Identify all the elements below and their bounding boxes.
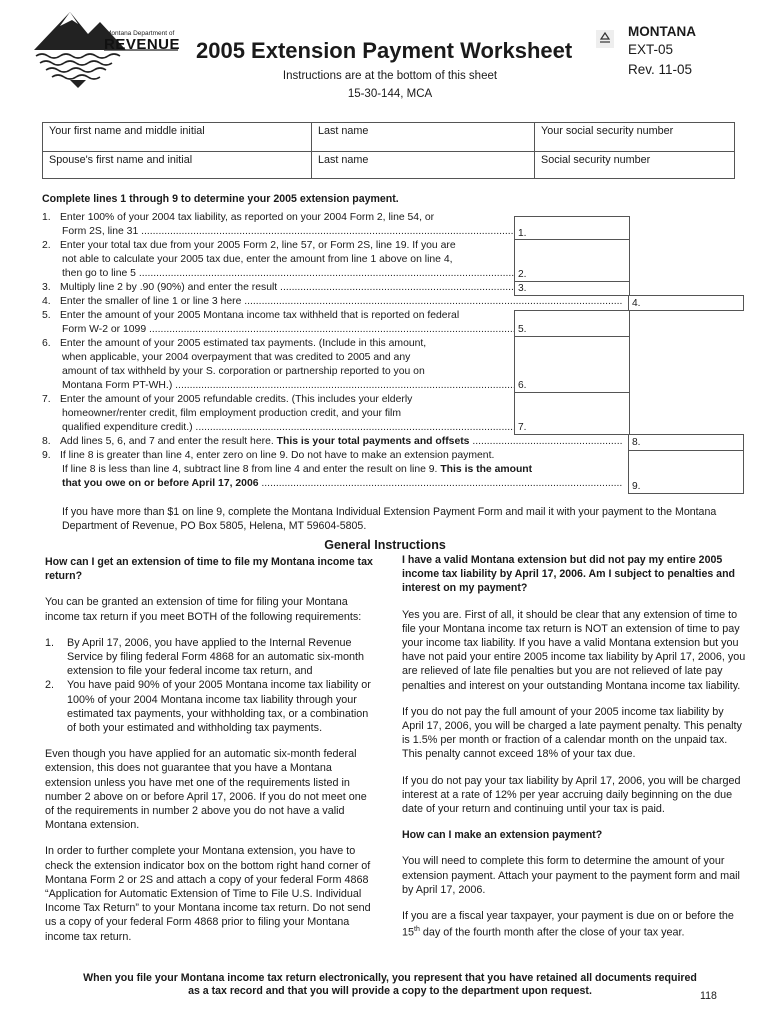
paragraph-federal-extension: Even though you have applied for an automatic six-month federal extension, this does not guarantee that you have a Montana extension unless you have met one of the requirements listed in number 2 above on or before April 17, 2006. If you do not meet one of the requirements in number 2 above you do not have a valid Montana extension. <box>45 748 367 832</box>
line-2-number: 2. <box>518 269 527 280</box>
line-7-text-cont: homeowner/renter credit, film employment production credit, and your film <box>62 408 401 419</box>
paragraph-extension-indicator: In order to further complete your Montana extension, you have to check the extension indicator box on the bottom right hand corner of Montana Form 2 or 2S and attach a copy of your federal Form 4868 “Application for Automatic Extension of Time to File U.S. Individual Income Tax Return” to your Montana income tax return. Do not send us a copy of your federal Form 4868 prior to filing your Montana income tax return. <box>45 845 371 943</box>
form-title: 2005 Extension Payment Worksheet <box>196 38 573 63</box>
line-4-number: 4. <box>632 298 641 309</box>
line-7-entry[interactable] <box>514 392 630 435</box>
line-6-text-cont: when applicable, your 2004 overpayment that was credited to 2005 and any <box>62 352 411 363</box>
line-9-text-cont2: that you owe on or before April 17, 2006 ..... <box>42 477 622 491</box>
paragraph-late-payment-penalty: If you do not pay the full amount of your 2005 income tax liability by April 17, 2006, you will be charged a late payment penalty. This penalty is 1.5% per month or fraction of a calendar month on the unpaid tax. This penalty cannot exceed 18% of your tax due. <box>402 705 742 761</box>
revision-label: Rev. 11-05 <box>628 62 693 77</box>
line-7-number: 7. <box>518 422 527 433</box>
answer-make-payment: You will need to complete this form to determine the amount of your extension payment. Attach your payment to the payment form and mail by April 17, 2006. <box>402 855 740 896</box>
line-3-text: 3. Multiply line 2 by .90 (90%) and enter the result ..... <box>42 281 514 295</box>
footer-note: When you file your Montana income tax return electronically, you represent that you have retained all documents required as a tax record and that you will provide a copy to the department upon request. <box>83 972 697 997</box>
line-9-text: 9. If line 8 is greater than line 4, enter zero on line 9. Do not have to make an extension payment. <box>42 450 495 461</box>
requirement-2: 2. You have paid 90% of your 2005 Montana income tax liability or 100% of your 2004 Montana income tax liability through your estimated tax payments, your withholding tax, or a combination of both your estimated and withholding tax payments. <box>45 679 371 735</box>
line-8-entry[interactable] <box>628 434 744 451</box>
question-extension: How can I get an extension of time to file my Montana income tax return? <box>45 556 373 583</box>
line-6-text: 6. Enter the amount of your 2005 estimated tax payments. (Include in this amount, <box>42 338 427 349</box>
mailing-note: If you have more than $1 on line 9, complete the Montana Individual Extension Payment Form and mail it with your payment to the Montana Department of Revenue, PO Box 5805, Helena, MT 59604-5805. <box>62 506 717 532</box>
line-6-entry[interactable] <box>514 336 630 393</box>
line-2-text-cont: not able to calculate your 2005 tax due, enter the amount from line 1 above on line 4, <box>62 254 453 265</box>
line-1-number: 1. <box>518 228 527 239</box>
line-9-text-cont: If line 8 is less than line 4, subtract line 8 from line 4 and enter the result on line 9. This is the amount <box>62 464 533 475</box>
form-subtitle: Instructions are at the bottom of this sheet <box>282 70 498 82</box>
question-make-payment: How can I make an extension payment? <box>402 829 603 842</box>
taxpayer-info-table <box>42 122 735 179</box>
agency-name: REVENUE <box>104 36 181 53</box>
line-4-entry[interactable] <box>628 295 744 311</box>
line-9-number: 9. <box>632 481 641 492</box>
line-7-text: 7. Enter the amount of your 2005 refundable credits. (This includes your elderly <box>42 394 413 405</box>
question-penalties: I have a valid Montana extension but did not pay my entire 2005 income tax liability by April 17, 2006. Am I subject to penalties and interest on my payment? <box>402 554 736 595</box>
instructions-left-column <box>45 555 375 944</box>
instructions-right-column <box>402 553 747 940</box>
line-5-number: 5. <box>518 324 527 335</box>
line-2-text: 2. Enter your total tax due from your 2005 Form 2, line 57, or Form 2S, line 19. If you are <box>42 240 456 251</box>
line-8-number: 8. <box>632 437 641 448</box>
line-9-entry[interactable] <box>628 450 744 494</box>
form-id: EXT-05 <box>628 42 674 57</box>
last-name-field[interactable]: Last name <box>318 125 369 137</box>
spouse-last-name-field[interactable]: Last name <box>318 154 369 166</box>
first-name-field[interactable]: Your first name and middle initial <box>49 125 205 137</box>
answer-extension: You can be granted an extension of time for filing your Montana income tax return if you meet BOTH of the following requirements: <box>45 596 362 623</box>
line-6-text-cont3: Montana Form PT-WH.) ..... <box>42 379 514 393</box>
statute-reference: 15-30-144, MCA <box>347 88 433 100</box>
page-number: 118 <box>700 990 717 1002</box>
line-2-entry[interactable] <box>514 239 630 282</box>
line-6-text-cont2: amount of tax withheld by your S. corporation or partnership reported to you on <box>62 366 425 377</box>
line-3-entry[interactable] <box>514 281 630 296</box>
spouse-ssn-field[interactable]: Social security number <box>541 154 651 166</box>
line-7-text-cont2: qualified expenditure credit.) ..... <box>42 421 514 435</box>
line-8-text: 8. Add lines 5, 6, and 7 and enter the result here. This is your total payments and offsets ..... <box>42 435 622 449</box>
state-label: MONTANA <box>628 24 696 39</box>
line-1-text-cont: Form 2S, line 31 ..... <box>42 225 514 239</box>
ssn-field[interactable]: Your social security number <box>541 125 674 137</box>
answer-penalties: Yes you are. First of all, it should be clear that any extension of time to file your Montana income tax return is NOT an extension of time to pay your income tax liability. If you have a valid Montana extension but you have not paid your entire 2005 income tax liability by April 17, 2006, you are relieved of late file penalties but you are not relieved of late pay penalties and interest on your outstanding Montana income tax liability. <box>402 608 746 692</box>
line-5-entry[interactable] <box>514 310 630 337</box>
general-instructions-title: General Instructions <box>324 538 446 552</box>
line-1-text: 1. Enter 100% of your 2004 tax liability, as reported on your 2004 Form 2, line 54, or <box>42 212 435 223</box>
line-4-text: 4. Enter the smaller of line 1 or line 3 here ..... <box>42 295 622 309</box>
line-6-number: 6. <box>518 380 527 391</box>
agency-line: Montana Department of <box>106 30 175 37</box>
line-1-entry[interactable] <box>514 216 630 240</box>
recycle-icon <box>596 30 614 48</box>
line-5-text: 5. Enter the amount of your 2005 Montana income tax withheld that is reported on federal <box>42 310 460 321</box>
spouse-first-name-field[interactable]: Spouse's first name and initial <box>49 154 193 166</box>
line-3-number: 3. <box>518 283 527 294</box>
requirement-1: 1. By April 17, 2006, you have applied to the Internal Revenue Service by filing federal Form 4868 for an automatic six-month extension to file your federal income tax return, and <box>45 636 365 678</box>
line-5-text-cont: Form W-2 or 1099 ..... <box>42 323 514 337</box>
line-2-text-cont2: then go to line 5 ..... <box>42 267 514 281</box>
worksheet-heading: Complete lines 1 through 9 to determine your 2005 extension payment. <box>42 193 399 205</box>
paragraph-fiscal-year: If you are a fiscal year taxpayer, your payment is due on or before the 15th day of the fourth month after the close of your tax year. <box>402 910 734 939</box>
paragraph-interest: If you do not pay your tax liability by April 17, 2006, you will be charged interest at a rate of 12% per year accruing daily beginning on the due date of your return and continuing until your tax is paid. <box>402 774 741 816</box>
